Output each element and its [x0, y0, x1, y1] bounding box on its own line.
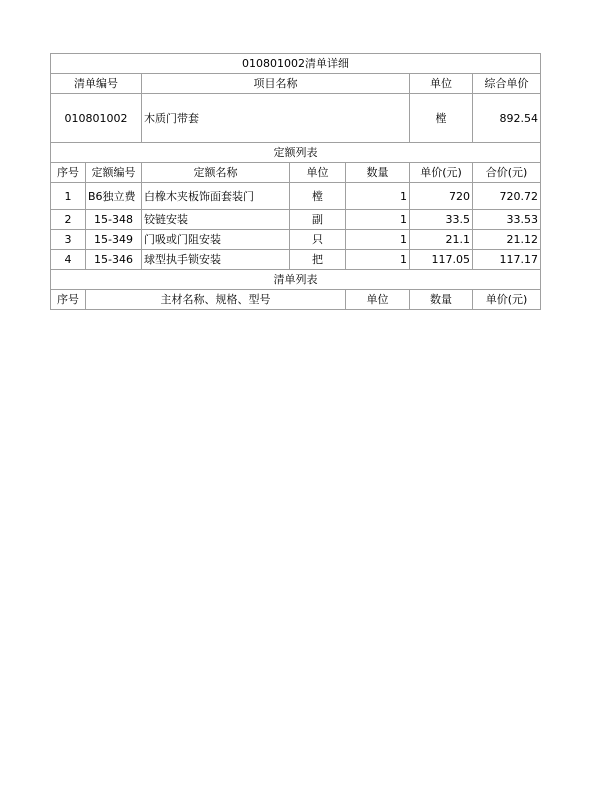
bill-price-header: 综合单价: [473, 74, 541, 94]
bill-name-header: 项目名称: [142, 74, 410, 94]
quota-qty: 1: [346, 183, 410, 210]
quota-qty: 1: [346, 250, 410, 270]
quota-no: 1: [51, 183, 86, 210]
material-name-header: 主材名称、规格、型号: [86, 290, 346, 310]
quota-unit-price-header: 单价(元): [410, 163, 473, 183]
quota-unit-header: 单位: [290, 163, 346, 183]
bill-name: 木质门带套: [142, 94, 410, 143]
material-section-title: 清单列表: [51, 270, 541, 290]
quota-code: 15-348: [86, 210, 142, 230]
quota-qty: 1: [346, 210, 410, 230]
quota-no: 2: [51, 210, 86, 230]
quota-code: 15-349: [86, 230, 142, 250]
bill-unit: 樘: [410, 94, 473, 143]
quota-name-header: 定额名称: [142, 163, 290, 183]
quota-code-header: 定额编号: [86, 163, 142, 183]
bill-code-header: 清单编号: [51, 74, 142, 94]
quota-total: 21.12: [473, 230, 541, 250]
quota-unit-price: 33.5: [410, 210, 473, 230]
quota-unit: 副: [290, 210, 346, 230]
quota-unit: 樘: [290, 183, 346, 210]
quota-total: 33.53: [473, 210, 541, 230]
quota-total-header: 合价(元): [473, 163, 541, 183]
quota-no-header: 序号: [51, 163, 86, 183]
quota-unit-price: 117.05: [410, 250, 473, 270]
quota-unit: 把: [290, 250, 346, 270]
material-unit-price-header: 单价(元): [473, 290, 541, 310]
bill-detail-table: [50, 53, 541, 310]
bill-unit-header: 单位: [410, 74, 473, 94]
quota-code: B6独立费: [86, 183, 142, 210]
quota-total: 117.17: [473, 250, 541, 270]
quota-no: 4: [51, 250, 86, 270]
quota-name: 铰链安装: [142, 210, 290, 230]
table-title: 010801002清单详细: [51, 54, 541, 74]
quota-row: [51, 250, 541, 270]
quota-total: 720.72: [473, 183, 541, 210]
quota-row: [51, 230, 541, 250]
quota-no: 3: [51, 230, 86, 250]
material-qty-header: 数量: [410, 290, 473, 310]
quota-code: 15-346: [86, 250, 142, 270]
quota-row: [51, 183, 541, 210]
bill-code: 010801002: [51, 94, 142, 143]
material-no-header: 序号: [51, 290, 86, 310]
quota-name: 白橡木夹板饰面套装门: [142, 183, 290, 210]
quota-unit-price: 720: [410, 183, 473, 210]
material-unit-header: 单位: [346, 290, 410, 310]
quota-qty: 1: [346, 230, 410, 250]
quota-qty-header: 数量: [346, 163, 410, 183]
quota-unit: 只: [290, 230, 346, 250]
quota-unit-price: 21.1: [410, 230, 473, 250]
quota-name: 门吸或门阻安装: [142, 230, 290, 250]
quota-name: 球型执手锁安装: [142, 250, 290, 270]
quota-section-title: 定额列表: [51, 143, 541, 163]
quota-row: [51, 210, 541, 230]
bill-price: 892.54: [473, 94, 541, 143]
